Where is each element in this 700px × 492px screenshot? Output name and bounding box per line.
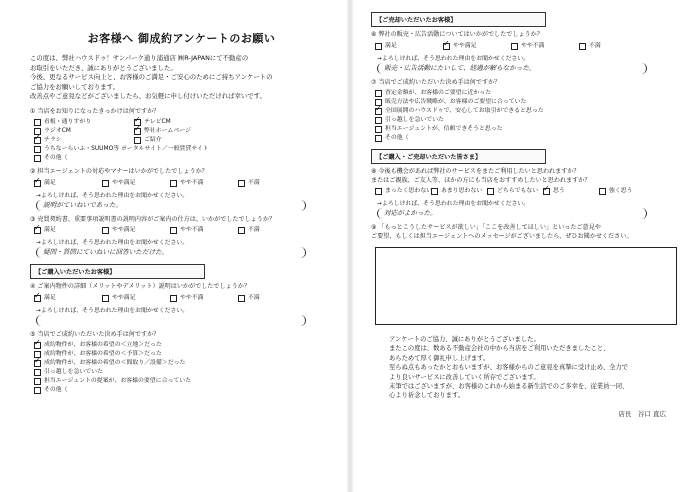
question-1: [30, 108, 333, 164]
question-8-text: ⑧ 今後も機会があれば弊社のサービスをまたご利用したいと思われますか？: [371, 168, 580, 175]
checkbox[interactable]: [170, 295, 177, 302]
q1-option[interactable]: [134, 136, 234, 145]
question-9-text-2: ご要望、もしくは担当エージェントへのメッセージがございましたら、ぜひお聞かせください。: [371, 232, 633, 240]
checkbox[interactable]: [34, 155, 41, 162]
q3-option[interactable]: [238, 226, 306, 235]
checkbox[interactable]: [170, 180, 177, 187]
option-label: 満足: [44, 294, 56, 301]
question-9-text: ⑨ 「もっとこうしたサービスが欲しい」「ここを改善してほしい」といったご意見や: [371, 224, 601, 231]
question-2: [30, 168, 333, 211]
q1-option[interactable]: [34, 118, 134, 127]
intro-line: この度は、弊社ハウスドゥ！サンパーク通り浦通店 ㈱R-JAPANにて不動産の: [30, 54, 249, 62]
q5-option[interactable]: [34, 386, 333, 395]
checkbox[interactable]: [375, 43, 382, 50]
option-label: 担当エージェントの提案が、お客様の要望に合っていた: [44, 378, 192, 385]
reason-prompt: →よろしければ、そう思われた理由をお聞かせください。: [36, 307, 189, 314]
q5-option[interactable]: [34, 368, 333, 377]
checkbox[interactable]: [375, 126, 382, 133]
q2-option[interactable]: [34, 179, 102, 188]
option-label: やや満足: [112, 294, 136, 301]
option-label: ご紹介: [144, 137, 162, 144]
option-label: 満足: [385, 42, 397, 49]
option-label: その他（: [44, 387, 68, 394]
checkbox[interactable]: [34, 119, 41, 126]
q1-option[interactable]: [34, 136, 134, 145]
checkbox[interactable]: [375, 108, 382, 115]
checkbox[interactable]: [34, 342, 41, 349]
question-7-text: ⑦ 当店でご成約いただいた決め手は何ですか？: [371, 78, 501, 86]
closing-line: またこの度は、数ある不動産会社の中から当店をご利用いただきましたこと、: [389, 345, 610, 353]
checkbox[interactable]: [134, 137, 141, 144]
right-page: [355, 0, 700, 492]
q8-option[interactable]: [487, 187, 543, 196]
question-4: [30, 283, 333, 326]
question-5-options: [34, 341, 333, 395]
checkbox[interactable]: [34, 146, 41, 153]
question-4-text: ④ ご案内物件の詳細（メリットやデメリット）説明はいかがでしたでしょうか？: [30, 283, 250, 291]
question-8: [371, 168, 686, 219]
section-all-header: 【ご購入・ご売却いただいた皆さま】: [371, 149, 546, 164]
checkbox[interactable]: [170, 227, 177, 234]
question-3-options: [34, 226, 333, 235]
q8-option[interactable]: [375, 187, 431, 196]
option-label: うちなーらいふ・SUUMO等 ポータルサイト／一般賃貸サイト: [44, 146, 209, 153]
option-label: やや不満: [521, 42, 545, 49]
q1-option[interactable]: [134, 118, 234, 127]
question-1-options: [34, 118, 333, 163]
option-label: 看板・通りすがり: [44, 119, 92, 126]
option-label: 成約物件が、お客様の希望の＜間取り／設備＞だった: [44, 360, 186, 367]
checkbox[interactable]: [238, 180, 245, 187]
question-2-options: [34, 179, 333, 188]
reason-prompt: →よろしければ、そう思われた理由をお聞かせください。: [36, 240, 189, 247]
closing-line: より良いサービスに改善していく所存でございます。: [389, 373, 540, 381]
reason-answer[interactable]: 説明がていねいであった。: [36, 200, 306, 211]
checkbox[interactable]: [238, 295, 245, 302]
question-1-text: ① 当店をお知りになったきっかけは何ですか？: [30, 107, 160, 115]
q3-option[interactable]: [102, 226, 170, 235]
option-label: 成約物件が、お客様の希望の＜予算＞だった: [44, 351, 162, 358]
option-label: 思う: [553, 188, 565, 194]
signature: 店長 谷口 直広: [618, 409, 666, 418]
question-5-text: ⑤ 当店でご成約いただいた決め手は何ですか？: [30, 330, 160, 338]
q2-option[interactable]: [102, 179, 170, 188]
option-label: 全国展開のハウスドゥで、安心してお取引ができると思った: [385, 108, 544, 114]
reason-prompt: →よろしければ、そう思われた理由をお聞かせください。: [377, 55, 530, 62]
option-label: 満足: [44, 227, 56, 234]
option-label: 満足: [44, 179, 56, 186]
q5-option[interactable]: [34, 359, 333, 368]
checkbox[interactable]: [102, 227, 109, 234]
option-label: やや満足: [112, 179, 136, 186]
closing-line: 心より祈念しております。: [389, 392, 465, 400]
option-label: 不満: [248, 179, 260, 186]
checkbox[interactable]: [375, 90, 382, 97]
q5-option[interactable]: [34, 377, 333, 386]
option-label: やや満足: [112, 227, 136, 234]
option-label: やや不満: [180, 294, 204, 301]
checkbox[interactable]: [375, 117, 382, 124]
option-label: ラジオCM: [44, 128, 71, 135]
q6-option[interactable]: [579, 42, 647, 51]
q8-option[interactable]: [599, 187, 655, 196]
q7-option[interactable]: [375, 116, 686, 125]
q7-option[interactable]: [375, 125, 686, 134]
q4-option[interactable]: [170, 294, 238, 303]
q1-option[interactable]: [34, 154, 333, 163]
checkbox[interactable]: [375, 188, 382, 195]
intro-line: 今後、更なるサービス向上と、お客様のご満足・ご安心のためにご持ちアンケートの: [30, 73, 273, 82]
q3-option[interactable]: [34, 226, 102, 235]
question-9: [371, 224, 686, 325]
reason-prompt: →よろしければ、そう思われた理由をお聞かせください。: [377, 201, 530, 207]
closing-line: アンケートのご協力、誠にありがとうございました。: [389, 336, 540, 343]
option-label: やや不満: [180, 179, 204, 186]
q6-option[interactable]: [443, 42, 511, 51]
q6-option[interactable]: [511, 42, 579, 51]
q6-option[interactable]: [375, 42, 443, 51]
option-label: 引っ越しを急いでいた: [44, 369, 103, 376]
option-label: どちらでもない: [497, 188, 539, 194]
q1-option[interactable]: [34, 127, 134, 136]
closing-line: あらためて厚く御礼申し上げます。: [389, 354, 490, 362]
q7-option[interactable]: [375, 107, 686, 116]
checkbox[interactable]: [238, 227, 245, 234]
option-label: 強く思う: [609, 188, 633, 194]
option-label: 担当エージェントが、信頼できそうと思った: [385, 126, 503, 132]
checkbox[interactable]: [34, 360, 41, 367]
checkbox[interactable]: [375, 135, 382, 142]
option-label: 不満: [589, 42, 601, 49]
q7-option[interactable]: [375, 98, 686, 107]
q4-option[interactable]: [238, 294, 306, 303]
reason-prompt: →よろしければ、そう思われた理由をお聞かせください。: [36, 192, 189, 199]
checkbox[interactable]: [443, 43, 450, 50]
option-label: やや満足: [453, 42, 477, 49]
option-label: その他（: [385, 135, 409, 141]
q8-option[interactable]: [431, 187, 487, 196]
closing-message: [389, 335, 686, 401]
closing-line: 至らぬ点もあったかとおもいますが、お客様からのご意見を真摯に受け止め、全力で: [389, 364, 628, 372]
question-2-text: ② 担当エージェントの対応やマナーはいかがでしたでしょうか？: [30, 168, 208, 176]
option-label: 成約物件が、お客様の希望の＜立地＞だった: [44, 342, 162, 349]
option-label: 不満: [248, 227, 260, 234]
reason-answer[interactable]: [36, 315, 306, 326]
question-3-text: ③ 売買契約書、重要事項説明書の説明内容がご案内の仕方は、いかがでしたでしょうか？: [30, 215, 276, 223]
checkbox[interactable]: [431, 188, 438, 195]
checkbox[interactable]: [579, 43, 586, 50]
question-5: [30, 331, 333, 396]
option-label: 販売方法や広告戦略が、お客様のご要望に合っていた: [385, 99, 527, 105]
checkbox[interactable]: [102, 180, 109, 187]
checkbox[interactable]: [511, 43, 518, 50]
checkbox[interactable]: [34, 387, 41, 394]
q7-option[interactable]: [375, 89, 686, 98]
option-label: 査定金額が、お客様のご要望に近かった: [385, 90, 492, 96]
reason-answer[interactable]: 疑問・質問にていねいに回答いただけた。: [36, 247, 306, 258]
question-6: [371, 31, 686, 74]
question-6-options: [375, 42, 686, 51]
q4-option[interactable]: [102, 294, 170, 303]
section-purchase-header: 【ご購入いただいたお客様】: [30, 264, 205, 279]
option-label: チラシ: [44, 137, 62, 144]
question-3: [30, 216, 333, 259]
checkbox[interactable]: [102, 295, 109, 302]
option-label: やや不満: [180, 227, 204, 234]
checkbox[interactable]: [34, 180, 41, 187]
q2-option[interactable]: [170, 179, 238, 188]
q4-option[interactable]: [34, 294, 102, 303]
closing-line: 末筆ではございますが、お客様のこれから始まる新生活でのご多幸を、従業員一同、: [389, 383, 629, 391]
q7-option[interactable]: [375, 134, 686, 143]
checkbox[interactable]: [599, 188, 606, 195]
q5-option[interactable]: [34, 350, 333, 359]
checkbox[interactable]: [487, 188, 494, 195]
option-label: その他（: [44, 155, 68, 162]
option-label: あまり思わない: [441, 188, 483, 194]
survey-title: お客様へ 御成約アンケートのお願い: [87, 32, 276, 45]
q8-option[interactable]: [543, 187, 599, 196]
q3-option[interactable]: [170, 226, 238, 235]
checkbox[interactable]: [34, 378, 41, 385]
option-label: 不満: [248, 294, 260, 301]
option-label: 引っ越しを急いでいた: [385, 117, 444, 123]
question-6-text: ⑥ 弊社の販売・広告活動についてはいかがでしたでしょうか？: [371, 31, 543, 38]
checkbox[interactable]: [543, 188, 550, 195]
intro-line: お取引をいただき、誠にありがとうございました。: [30, 63, 177, 72]
question-7-options: [375, 89, 686, 143]
intro-line: ご協力をお願いしております。: [30, 82, 119, 91]
checkbox[interactable]: [134, 128, 141, 135]
checkbox[interactable]: [34, 369, 41, 376]
q1-option[interactable]: [34, 145, 333, 154]
left-page: [0, 0, 345, 492]
option-label: テレビCM: [144, 119, 171, 126]
option-label: 弊社ホームページ: [144, 128, 192, 135]
option-label: まったく思わない: [385, 188, 433, 194]
q1-option[interactable]: [134, 127, 234, 136]
reason-answer[interactable]: 販売・広告活動にたいして、経過が解らなかった。: [377, 63, 647, 74]
question-8-options: [375, 187, 686, 196]
question-8-text-2: またはご親族、ご友人等、ほかの方にも当店をおすすめしたいと思われますか？: [371, 176, 591, 184]
reason-answer[interactable]: 対応がよかった。: [377, 208, 647, 219]
page-gutter: [347, 0, 353, 492]
section-sale-header: 【ご売却いただいたお客様】: [371, 12, 546, 27]
q2-option[interactable]: [238, 179, 306, 188]
question-7: [371, 79, 686, 144]
intro-line: 改善点やご意見などがございましたら、お気軽に申し付けいただければ幸いです。: [30, 92, 266, 101]
q5-option[interactable]: [34, 341, 333, 350]
intro-text: [30, 54, 333, 102]
question-4-options: [34, 294, 333, 303]
checkbox[interactable]: [34, 227, 41, 234]
checkbox[interactable]: [34, 295, 41, 302]
comments-box[interactable]: [375, 247, 677, 325]
checkbox[interactable]: [34, 137, 41, 144]
